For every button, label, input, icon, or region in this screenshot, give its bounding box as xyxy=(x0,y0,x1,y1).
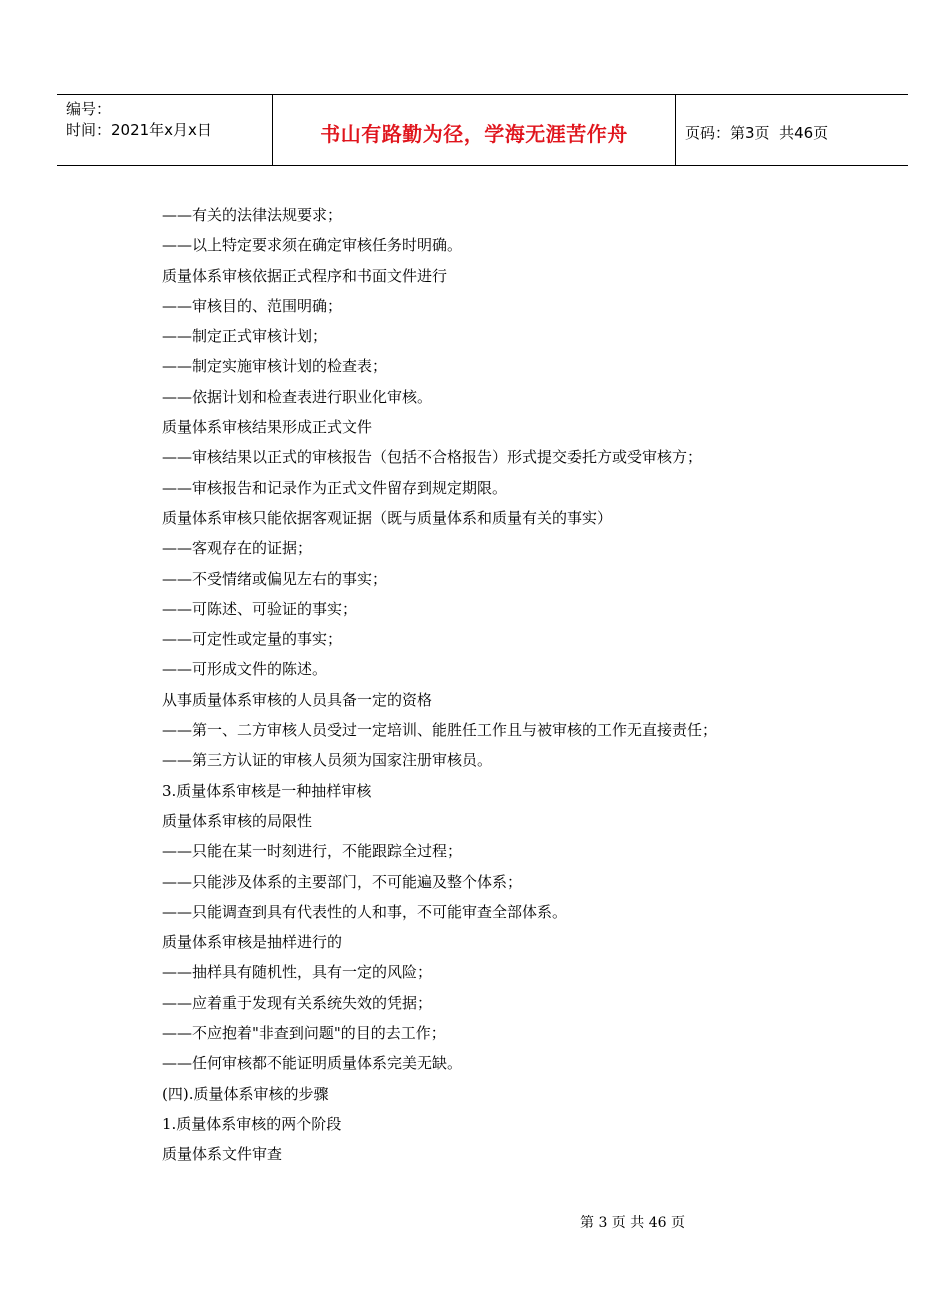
document-time-label: 时间：2021年x月x日 xyxy=(66,121,212,139)
body-line: ——制定实施审核计划的检查表； xyxy=(162,357,388,376)
body-line: 质量体系审核只能依据客观证据（既与质量体系和质量有关的事实） xyxy=(162,508,613,527)
header-motto-cell xyxy=(273,95,676,165)
body-line: ——不应抱着"非查到问题"的目的去工作； xyxy=(162,1024,446,1043)
body-line: 质量体系审核是抽样进行的 xyxy=(162,933,343,952)
body-line: ——以上特定要求须在确定审核任务时明确。 xyxy=(162,236,463,255)
header-page-info: 页码：第3页 共46页 xyxy=(685,123,829,142)
body-line: ——第一、二方审核人员受过一定培训、能胜任工作且与被审核的工作无直接责任； xyxy=(162,721,718,740)
body-line: 3.质量体系审核是一种抽样审核 xyxy=(162,781,372,800)
body-line: ——不受情绪或偏见左右的事实； xyxy=(162,569,388,588)
body-line: ——第三方认证的审核人员须为国家注册审核员。 xyxy=(162,751,493,770)
body-line: 质量体系审核的局限性 xyxy=(162,811,313,830)
header-motto: 书山有路勤为径，学海无涯苦作舟 xyxy=(320,121,628,146)
page-footer: 第 3 页 共 46 页 xyxy=(580,1215,685,1231)
body-line: 从事质量体系审核的人员具备一定的资格 xyxy=(162,690,433,709)
body-line: ——有关的法律法规要求； xyxy=(162,206,343,224)
body-line: ——只能在某一时刻进行，不能跟踪全过程； xyxy=(162,842,463,861)
body-line: ——只能调查到具有代表性的人和事，不可能审查全部体系。 xyxy=(162,902,568,921)
body-line: 质量体系文件审查 xyxy=(162,1145,283,1164)
body-line: 1.质量体系审核的两个阶段 xyxy=(162,1114,342,1133)
body-line: ——应着重于发现有关系统失效的凭据； xyxy=(162,993,433,1012)
body-line: ——制定正式审核计划； xyxy=(162,327,328,346)
document-body xyxy=(162,200,882,1170)
body-line: ——审核报告和记录作为正式文件留存到规定期限。 xyxy=(162,478,508,497)
body-line: ——审核目的、范围明确； xyxy=(162,296,343,315)
body-line: ——只能涉及体系的主要部门，不可能遍及整个体系； xyxy=(162,872,523,891)
page-header xyxy=(57,94,908,166)
body-line: ——可形成文件的陈述。 xyxy=(162,660,328,679)
body-line: ——审核结果以正式的审核报告（包括不合格报告）形式提交委托方或受审核方； xyxy=(162,448,703,467)
body-line: ——抽样具有随机性，具有一定的风险； xyxy=(162,963,433,982)
body-line: ——客观存在的证据； xyxy=(162,539,313,558)
body-line: ——可定性或定量的事实； xyxy=(162,630,343,649)
header-page-cell xyxy=(676,95,908,165)
body-line: ——任何审核都不能证明质量体系完美无缺。 xyxy=(162,1054,463,1073)
body-line: 质量体系审核依据正式程序和书面文件进行 xyxy=(162,266,448,285)
body-line: ——依据计划和检查表进行职业化审核。 xyxy=(162,387,433,406)
body-line: ——可陈述、可验证的事实； xyxy=(162,599,358,618)
body-line: 质量体系审核结果形成正式文件 xyxy=(162,418,373,437)
document-number-label: 编号： xyxy=(66,100,112,118)
header-meta-cell xyxy=(57,95,273,165)
body-line: (四).质量体系审核的步骤 xyxy=(162,1084,329,1103)
